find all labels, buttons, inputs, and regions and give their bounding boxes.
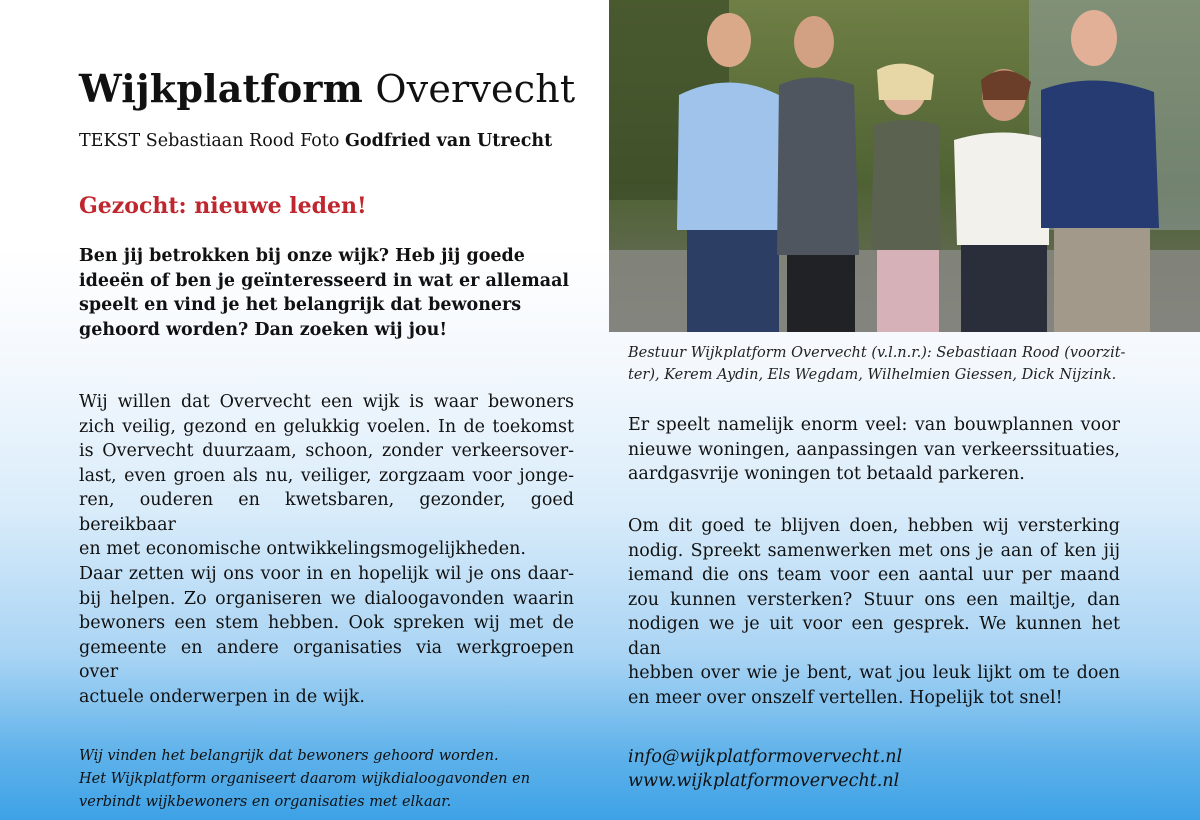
article-title bbox=[79, 66, 575, 111]
text-line: Wij vinden het belangrijk dat bewoners gehoord worden. bbox=[79, 748, 499, 764]
byline-text-label: TEKST bbox=[79, 131, 141, 151]
text-line: bij helpen. Zo organiseren we dialoogavonden waarin bbox=[79, 588, 574, 609]
footnote bbox=[79, 745, 549, 814]
text-line: zou kunnen versterken? Stuur ons een mailtje, dan bbox=[628, 589, 1120, 610]
body-paragraph-4 bbox=[628, 514, 1120, 710]
text-line: nieuwe woningen, aanpassingen van verkeerssituaties, bbox=[628, 439, 1120, 460]
text-line: vind je het belangrijk dat bewoners gehoord worden? bbox=[79, 295, 522, 340]
text-line: en meer over onszelf vertellen. Hopelijk tot snel! bbox=[628, 687, 1063, 708]
lead-paragraph bbox=[79, 244, 574, 342]
text-line: last, even groen als nu, veiliger, zorgzaam voor jonge- bbox=[79, 465, 574, 486]
contact-info bbox=[628, 745, 902, 793]
text-line: actuele onderwerpen in de wijk. bbox=[79, 686, 365, 707]
text-line: Daar zetten wij ons voor in en hopelijk wil je ons daar- bbox=[79, 564, 574, 584]
text-line: verbindt wijkbewoners en organisaties met elkaar. bbox=[79, 794, 452, 810]
text-line: aardgasvrije woningen tot betaald parkeren. bbox=[628, 464, 1025, 484]
text-line: ren, ouderen en kwetsbaren, gezonder, goed bereikbaar bbox=[79, 490, 574, 535]
body-paragraph-2 bbox=[79, 562, 574, 709]
article-title-rest: Overvecht bbox=[375, 67, 576, 111]
text-line: Het Wijkplatform organiseert daarom wijkdialoogavonden en bbox=[79, 771, 531, 787]
text-line: ter), Kerem Aydin, Els Wegdam, Wilhelmien Giessen, Dick Nijzink. bbox=[628, 367, 1117, 383]
article-title-bold: Wijkplatform bbox=[79, 66, 364, 111]
text-line: Om dit goed te blijven doen, hebben wij versterking bbox=[628, 516, 1120, 536]
text-line: iemand die ons team voor een aantal uur per maand bbox=[628, 565, 1120, 585]
body-paragraph-3 bbox=[628, 413, 1120, 487]
board-photo bbox=[609, 0, 1200, 332]
text-line: Wij willen dat Overvecht een wijk is waar bewoners bbox=[79, 392, 574, 412]
text-line: nodig. Spreekt samenwerken met ons je aan of ken jij bbox=[628, 540, 1120, 561]
section-heading: Gezocht: nieuwe leden! bbox=[79, 193, 367, 219]
byline-author: Sebastiaan Rood bbox=[145, 131, 295, 151]
body-paragraph-1 bbox=[79, 390, 574, 562]
byline-photo-label: Foto bbox=[300, 131, 340, 151]
photo-caption bbox=[628, 342, 1148, 386]
text-line: Dan zoeken wij jou! bbox=[254, 319, 448, 340]
text-line: Er speelt namelijk enorm veel: van bouwplannen voor bbox=[628, 415, 1120, 435]
board-photo-illustration bbox=[609, 0, 1200, 332]
text-line: gemeente en andere organisaties via werkgroepen over bbox=[79, 637, 574, 682]
text-line: nodigen we je uit voor een gesprek. We kunnen het dan bbox=[628, 614, 1120, 659]
contact-email: info@wijkplatformovervecht.nl bbox=[628, 747, 903, 767]
text-line: hebben over wie je bent, wat jou leuk lijkt om te doen bbox=[628, 663, 1120, 683]
contact-website: www.wijkplatformovervecht.nl bbox=[628, 771, 900, 791]
text-line: bewoners een stem hebben. Ook spreken wij met de bbox=[79, 613, 574, 633]
text-line: is Overvecht duurzaam, schoon, zonder verkeersover- bbox=[79, 441, 574, 461]
text-line: Ben jij betrokken bij onze wijk? Heb jij goede ideeën bbox=[79, 246, 525, 291]
text-line: of ben je geïnteresseerd in wat er allemaal speelt en bbox=[79, 270, 570, 315]
byline bbox=[79, 131, 552, 151]
text-line: Bestuur Wijkplatform Overvecht (v.l.n.r.): Sebastiaan Rood (voorzit- bbox=[628, 345, 1126, 361]
text-line: zich veilig, gezond en gelukkig voelen. In de toekomst bbox=[79, 416, 574, 437]
byline-photographer: Godfried van Utrecht bbox=[344, 131, 553, 151]
text-line: en met economische ontwikkelingsmogelijkheden. bbox=[79, 539, 526, 559]
